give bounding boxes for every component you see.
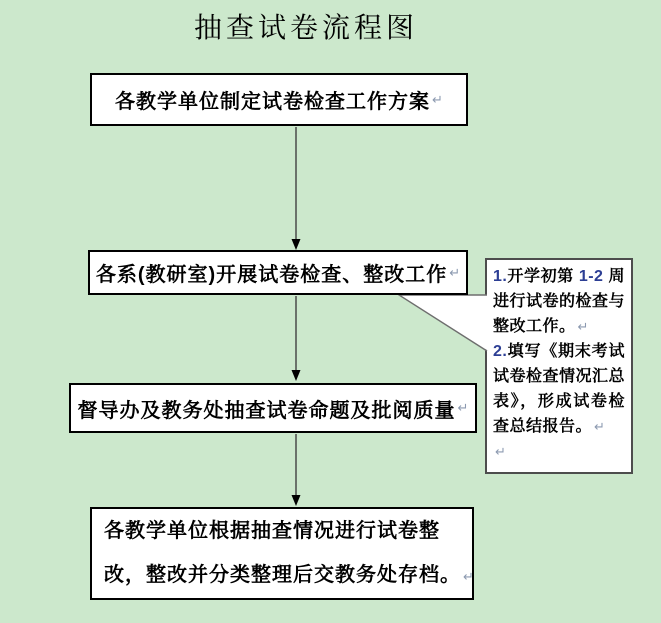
step-box-2	[88, 250, 468, 295]
paragraph-mark-icon: ↵	[594, 419, 605, 434]
step-1-label: 各教学单位制定试卷检查工作方案	[115, 91, 431, 113]
step-3-label: 督导办及教务处抽查试卷命题及批阅质量	[77, 399, 456, 422]
step-box-4	[90, 507, 474, 600]
paragraph-mark-icon: ↵	[432, 91, 443, 107]
step-box-3	[69, 383, 477, 433]
step-box-1	[90, 73, 468, 126]
paragraph-mark-icon: ↵	[457, 400, 469, 415]
callout-note	[485, 258, 633, 474]
callout-paragraph: 1.开学初第 1-2 周进行试卷的检查与整改工作。 ↵	[493, 268, 626, 335]
callout-paragraph: 2.填写《期末考试试卷检查情况汇总表》，形成试卷检查总结报告。 ↵	[493, 343, 626, 435]
paragraph-mark-icon: ↵	[449, 264, 461, 280]
step-4-label-line2: 改，整改并分类整理后交教务处存档。 ↵	[104, 563, 474, 586]
flowchart-title: 抽查试卷流程图	[193, 13, 418, 44]
callout-tail	[399, 295, 490, 352]
step-4-label-line1: 各教学单位根据抽查情况进行试卷整	[104, 519, 440, 542]
paragraph-mark-icon: ↵	[495, 444, 506, 459]
flow-arrow-2	[292, 296, 301, 381]
callout-empty-line	[493, 439, 625, 464]
callout-tail-border	[399, 295, 487, 351]
step-2-label: 各系(教研室)开展试卷检查、整改工作	[95, 264, 448, 286]
paragraph-mark-icon: ↵	[463, 568, 474, 584]
flow-arrow-1	[292, 127, 301, 250]
paragraph-mark-icon: ↵	[577, 319, 589, 334]
flow-arrow-3	[292, 434, 301, 506]
